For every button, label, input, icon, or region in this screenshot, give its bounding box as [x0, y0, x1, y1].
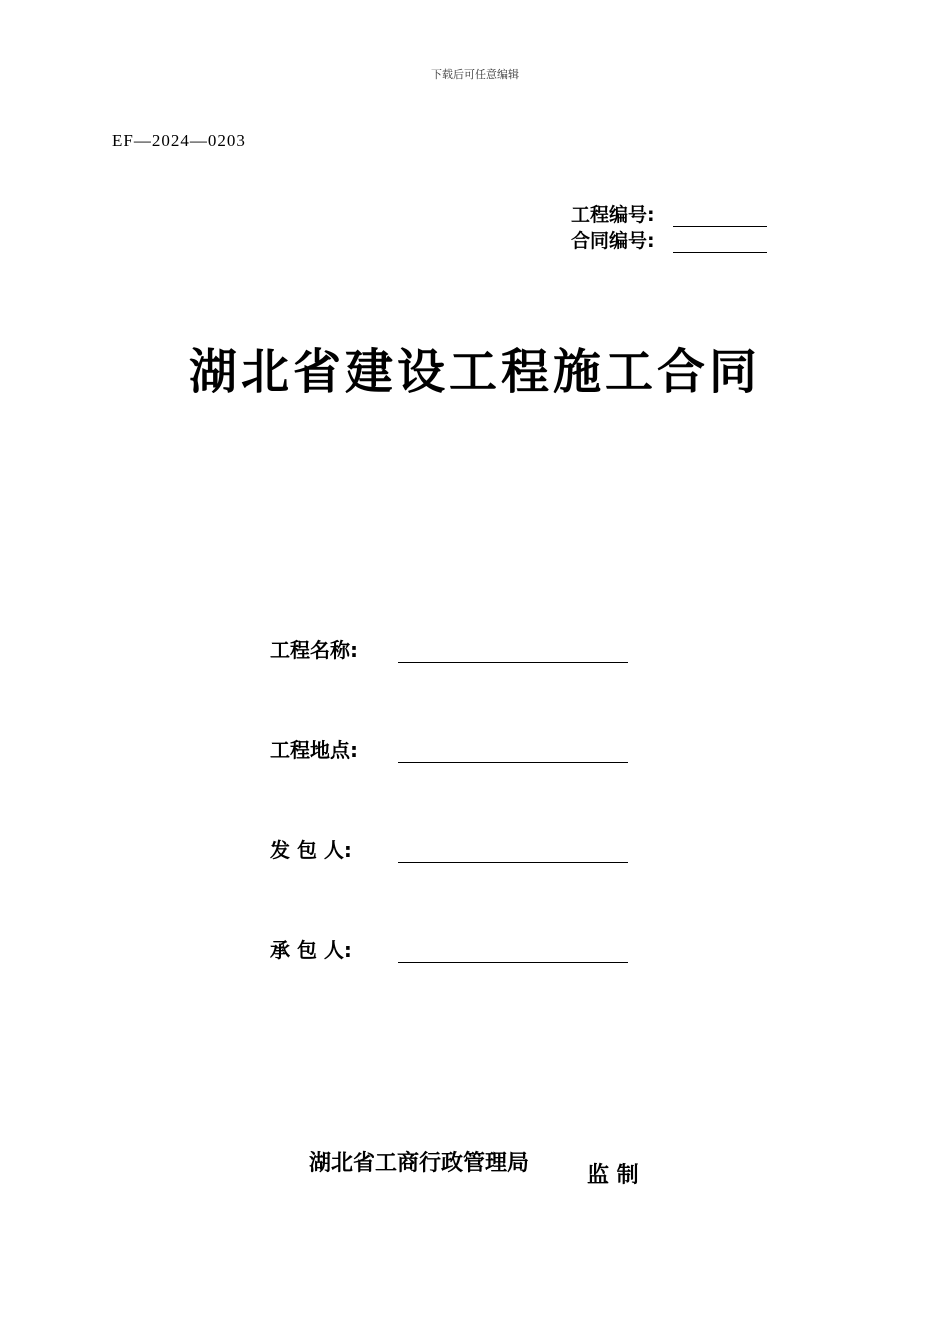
supervise-label: 监 制	[587, 1163, 639, 1188]
employer-label: 发 包 人:	[270, 838, 352, 862]
project-name-label: 工程名称:	[270, 638, 358, 662]
project-location-blank[interactable]	[398, 742, 628, 763]
project-number-row	[571, 200, 767, 227]
project-number-label: 工程编号:	[571, 204, 655, 226]
contract-number-blank[interactable]	[673, 234, 767, 253]
project-name-blank[interactable]	[398, 642, 628, 663]
contractor-row	[270, 934, 628, 963]
project-name-row	[270, 634, 628, 663]
contractor-blank[interactable]	[398, 942, 628, 963]
project-location-label: 工程地点:	[270, 738, 358, 762]
employer-row	[270, 834, 628, 863]
contract-number-row	[571, 226, 767, 253]
document-code: EF—2024—0203	[112, 131, 246, 150]
project-number-blank[interactable]	[673, 208, 767, 227]
employer-blank[interactable]	[398, 842, 628, 863]
contractor-label: 承 包 人:	[270, 938, 352, 962]
header-note: 下载后可任意编辑	[431, 68, 519, 81]
page-title: 湖北省建设工程施工合同	[188, 344, 761, 400]
contract-number-label: 合同编号:	[571, 230, 655, 252]
issuer-name: 湖北省工商行政管理局	[309, 1151, 530, 1176]
project-location-row	[270, 734, 628, 763]
